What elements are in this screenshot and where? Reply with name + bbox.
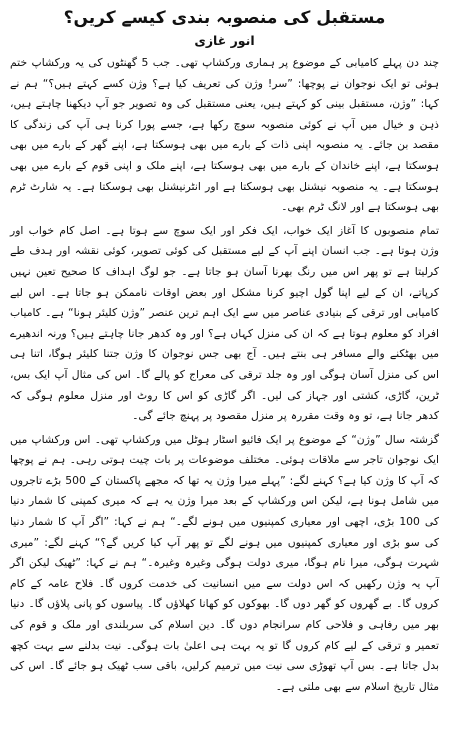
article-title: مستقبل کی منصوبہ بندی کیسے کریں؟ bbox=[63, 8, 386, 28]
article-author: انور غازی bbox=[194, 33, 255, 48]
article-paragraph-2: تمام منصوبوں کا آغاز ایک خواب، ایک فکر اور ایک سوچ سے ہوتا ہے۔ اصل کام خواب اور وژن ہوتا ہے۔ جب انسان اپنے آپ کے لیے مستقبل کی کوئی تصویر، کوئی نقشہ اور ہدف طے کرلیتا ہے تو پھر اس میں رنگ بھرنا آسان ہو جاتا ہے۔ جو لوگ اہداف کا صحیح تعین نہیں کرپاتے، ان کے لیے اپنا گول اچیو کرنا مشکل اور بعض اوقات ناممکن ہو جاتا ہے۔ اس لیے کامیابی اور ترقی کے بنیادی عناصر میں سے ایک اہم ترین عنصر ”وژن کلیئر ہونا“ ہے۔ کامیاب افراد کو معلوم ہوتا ہے کہ ان کی منزل کہاں ہے؟ اور وہ کدھر جانا چاہتے ہیں؟ ورنہ اندھیرے میں بھٹکنے والے مسافر ہی بنتے ہیں۔ آج بھی جس نوجوان کا وژن جتنا کلیئر ہوگا، اتنا ہی اس کی منزل آسان ہوگی اور وہ جلد ترقی کی معراج کو پالے گا۔ اس کی مثال آپ ایک بس، ٹرین، گاڑی، کشتی اور جہاز کی لیں۔ اگر گاڑی کو اس کا روٹ اور منزل معلوم ہوگی کہ کدھر جانا ہے، تو وہ وقت مقررہ پر منزل مقصود پر پہنچ جائے گی۔ bbox=[10, 223, 439, 423]
article-paragraph-1: چند دن پہلے کامیابی کے موضوع پر ہماری ورکشاپ تھی۔ جب 5 گھنٹوں کی یہ ورکشاپ ختم ہوئی تو ایک نوجوان نے پوچھا: ”سر! وژن کی تعریف کیا ہے؟ وژن کسے کہتے ہیں؟“ ہم نے کہا: ”وژن، مستقبل بینی کو کہتے ہیں، یعنی مستقبل کی وہ تصویر جو آپ دیکھنا چاہتے ہیں، ذہن و خیال میں آپ نے کوئی منصوبہ سوچ رکھا ہے، جسے پورا کرنا ہی آپ کی زندگی کا مقصد بن جائے۔ یہ منصوبہ اپنی ذات کے بارے میں بھی ہوسکتا ہے، اپنے گھر کے بارے میں بھی ہوسکتا ہے، اپنے خاندان کے بارے میں بھی ہوسکتا ہے، اپنے ملک و اپنی قوم کے بارے میں بھی ہوسکتا ہے۔ یہ منصوبہ نیشنل بھی ہوسکتا ہے اور انٹرنیشنل بھی ہوسکتا ہے۔ یہ شارٹ ٹرم بھی ہوسکتا ہے اور لانگ ٹرم بھی۔ bbox=[10, 56, 439, 214]
article-paragraph-3: گزشتہ سال ”وژن“ کے موضوع پر ایک فائیو اسٹار ہوٹل میں ورکشاپ تھی۔ اس ورکشاپ میں ایک نوجوان تاجر سے ملاقات ہوئی۔ مختلف موضوعات پر بات چیت ہوتی رہی۔ ہم نے پوچھا کہ آپ کا وژن کیا ہے؟ کہنے لگے: ”پہلے میرا وژن یہ تھا کہ مجھے پاکستان کے 500 بڑے تاجروں میں شامل ہونا ہے، لیکن اس ورکشاپ کے بعد میرا وژن یہ ہے کہ میری کمپنی کا شمار دنیا کی 100 بڑی، اچھی اور معیاری کمپنیوں میں ہونے لگے۔“ ہم نے کہا: ”اگر آپ کا شمار دنیا کی سو بڑی اور معیاری کمپنیوں میں ہونے لگے تو پھر آپ کیا کریں گے؟“ کہنے لگے: ”میری شہرت ہوگی، میرا نام ہوگا، میری دولت ہوگی وغیرہ وغیرہ۔“ ہم نے کہا: ”ٹھیک لیکن اگر آپ یہ وژن رکھیں کہ اس دولت سے میں انسانیت کی خدمت کروں گا۔ فلاح عامہ کے کام کروں گا۔ بے گھروں کو گھر دوں گا۔ بھوکوں کو کھانا کھلاؤں گا۔ پیاسوں کو پانی پلاؤں گا۔ دنیا بھر میں رفاہی و فلاحی کام سرانجام دوں گا۔ دین اسلام کی سربلندی اور ملک و قوم کی تعمیر و ترقی کے لیے کام کروں گا تو یہ بہت ہی اعلیٰ بات ہوگی۔ نیت بدلنے سے بہت کچھ بدل جاتا ہے۔ بس آپ تھوڑی سی نیت میں ترمیم کرلیں، باقی سب ٹھیک ہو جائے گا۔ اس کی مثال تاریخ اسلام سے بھی ملتی ہے۔ bbox=[10, 432, 439, 693]
